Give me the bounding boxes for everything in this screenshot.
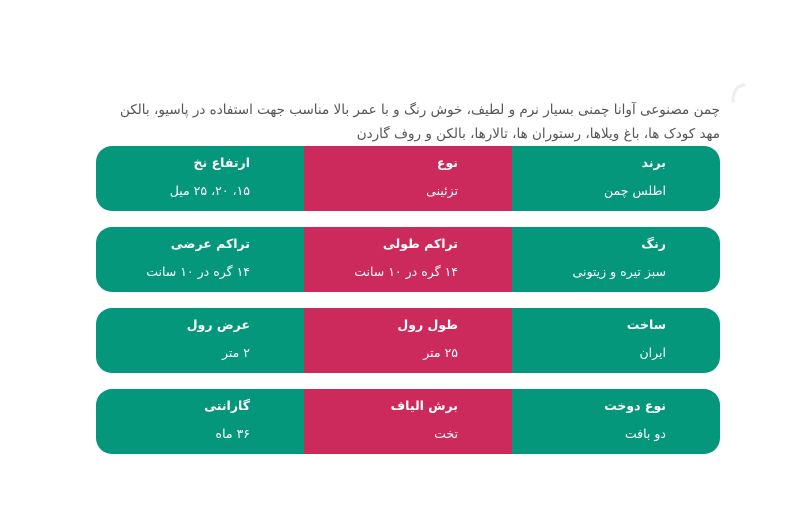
spec-cell-stitch-type	[512, 389, 720, 454]
spec-label: تراکم طولی	[382, 236, 458, 251]
spec-label: گارانتی	[204, 398, 250, 413]
spec-label: ساخت	[626, 317, 666, 332]
spec-row	[96, 389, 720, 454]
quote-icon	[728, 82, 748, 104]
spec-cell-roll-length	[304, 308, 512, 373]
spec-label: ارتفاع نخ	[193, 155, 250, 170]
spec-label: برش الیاف	[390, 398, 458, 413]
spec-cell-fiber-cut	[304, 389, 512, 454]
spec-cell-color	[512, 227, 720, 292]
spec-value: ۳۶ ماه	[215, 426, 250, 441]
spec-row	[96, 308, 720, 373]
spec-label: عرض رول	[186, 317, 250, 332]
spec-label: نوع	[436, 155, 458, 170]
spec-cell-yarn-height	[96, 146, 304, 211]
spec-value: ۱۴ گره در ۱۰ سانت	[354, 264, 458, 279]
spec-cell-type	[304, 146, 512, 211]
spec-value: تخت	[434, 426, 458, 441]
spec-value: ۱۴ گره در ۱۰ سانت	[146, 264, 250, 279]
spec-value: ایران	[639, 345, 666, 360]
spec-cell-width-density	[96, 227, 304, 292]
spec-label: رنگ	[641, 236, 666, 251]
spec-cell-roll-width	[96, 308, 304, 373]
spec-label: نوع دوخت	[604, 398, 666, 413]
spec-cell-brand	[512, 146, 720, 211]
spec-label: طول رول	[397, 317, 458, 332]
spec-label: تراکم عرضی	[170, 236, 250, 251]
spec-table	[96, 146, 720, 470]
spec-cell-warranty	[96, 389, 304, 454]
spec-value: سبز تیره و زیتونی	[572, 264, 666, 279]
spec-row	[96, 227, 720, 292]
spec-label: برند	[641, 155, 666, 170]
spec-value: ۲ متر	[221, 345, 250, 360]
product-description: چمن مصنوعی آوانا چمنی بسیار نرم و لطیف، خوش رنگ و با عمر بالا مناسب جهت استفاده در پاسیو، بالکن مهد کودک ها، باغ ویلاها، رستوران ها، تالارها، بالکن و روف گاردن	[119, 101, 720, 142]
spec-cell-length-density	[304, 227, 512, 292]
spec-value: ۱۵، ۲۰، ۲۵ میل	[169, 183, 250, 198]
spec-value: اطلس چمن	[604, 183, 666, 198]
spec-cell-origin	[512, 308, 720, 373]
spec-row	[96, 146, 720, 211]
spec-value: ۲۵ متر	[423, 345, 458, 360]
spec-value: تزئینی	[426, 183, 458, 198]
spec-value: دو بافت	[624, 426, 666, 441]
